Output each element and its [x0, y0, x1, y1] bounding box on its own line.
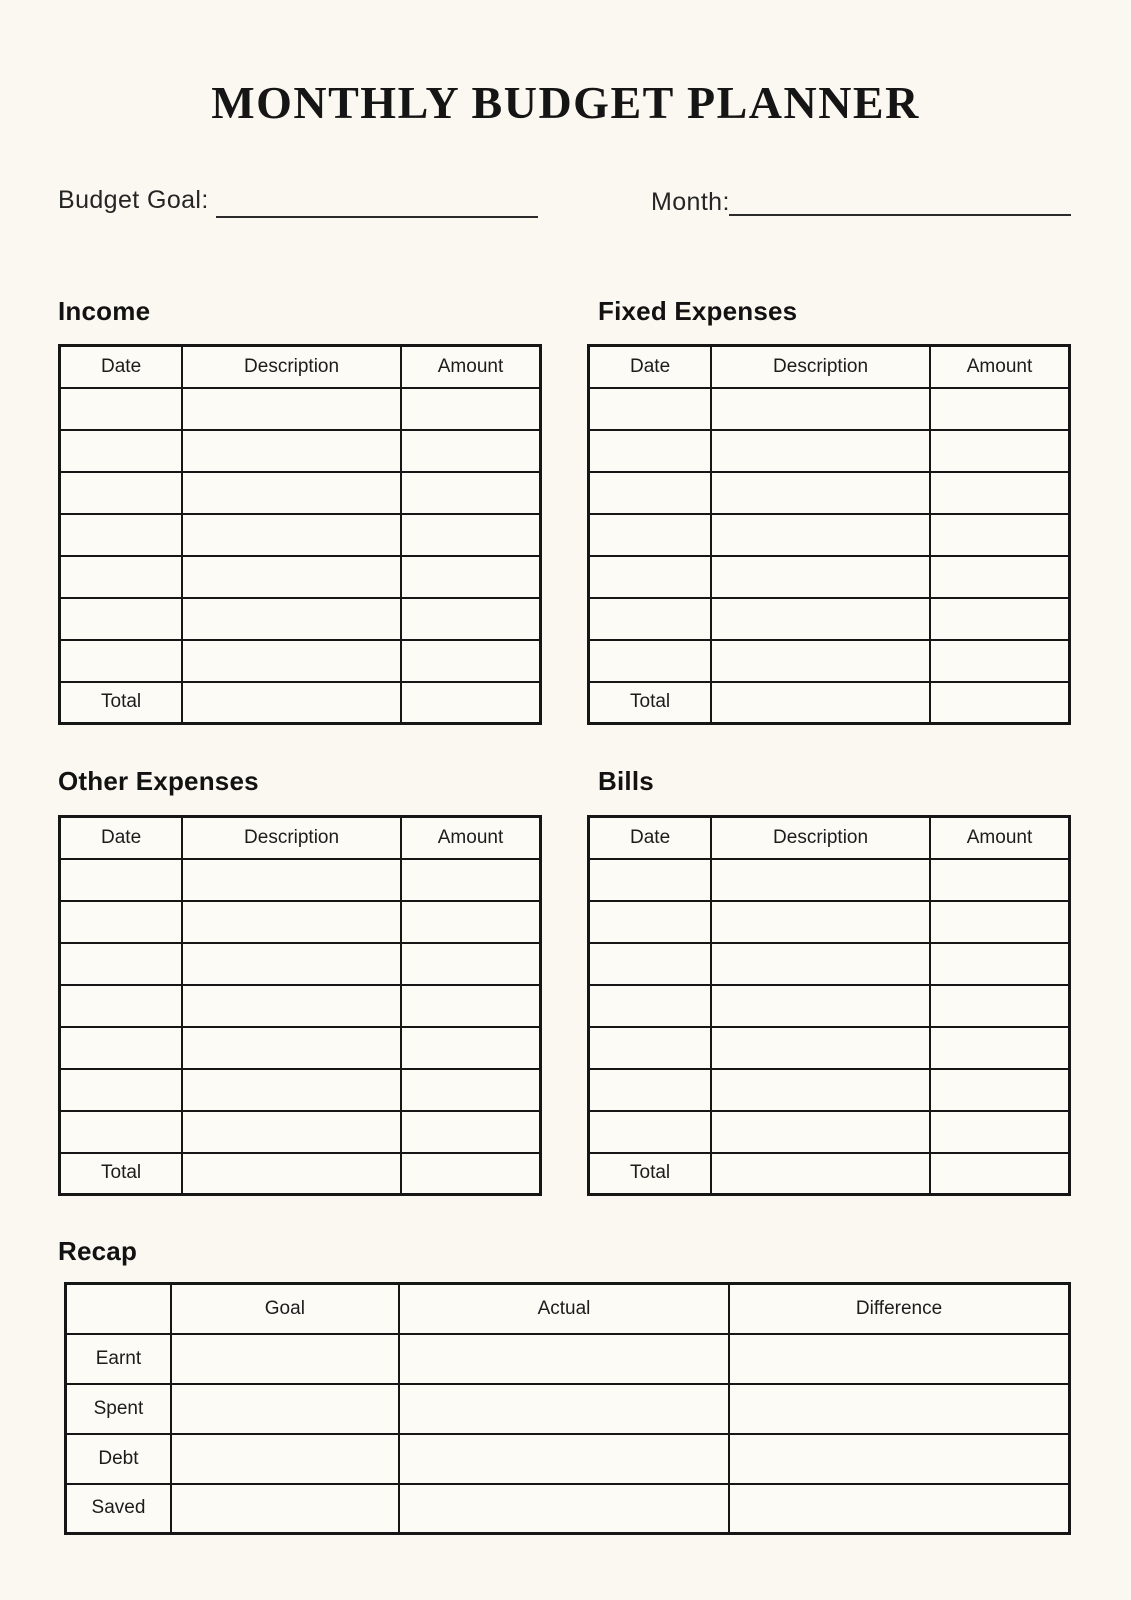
entry-cell[interactable]	[60, 472, 183, 514]
entry-cell[interactable]	[401, 985, 541, 1027]
column-header-description: Description	[711, 346, 930, 388]
entry-cell[interactable]	[401, 901, 541, 943]
entry-cell[interactable]	[589, 598, 712, 640]
entry-row	[60, 556, 541, 598]
entry-cell[interactable]	[930, 1027, 1070, 1069]
entry-cell[interactable]	[182, 514, 401, 556]
entry-row	[589, 388, 1070, 430]
entry-row	[60, 598, 541, 640]
entry-cell[interactable]	[182, 1069, 401, 1111]
entry-cell[interactable]	[930, 985, 1070, 1027]
entry-cell[interactable]	[401, 943, 541, 985]
total-amount-cell[interactable]	[401, 1153, 541, 1195]
entry-row	[589, 640, 1070, 682]
entry-cell[interactable]	[60, 985, 183, 1027]
entry-cell[interactable]	[182, 943, 401, 985]
income-table	[58, 344, 542, 725]
recap-actual-cell[interactable]	[399, 1334, 729, 1384]
entry-row	[589, 985, 1070, 1027]
entry-cell[interactable]	[401, 1111, 541, 1153]
entry-cell[interactable]	[930, 514, 1070, 556]
entry-cell[interactable]	[711, 1111, 930, 1153]
recap-actual-cell[interactable]	[399, 1484, 729, 1534]
entry-cell[interactable]	[401, 1027, 541, 1069]
page-title: MONTHLY BUDGET PLANNER	[211, 77, 920, 128]
recap-actual-cell[interactable]	[399, 1384, 729, 1434]
entry-cell[interactable]	[401, 640, 541, 682]
entry-cell[interactable]	[60, 1111, 183, 1153]
recap-row-earnt	[66, 1334, 1070, 1384]
entry-cell[interactable]	[589, 1111, 712, 1153]
section-title-income: Income	[58, 296, 151, 326]
entry-cell[interactable]	[930, 1069, 1070, 1111]
entry-row	[60, 859, 541, 901]
entry-cell[interactable]	[930, 901, 1070, 943]
entry-cell[interactable]	[930, 472, 1070, 514]
entry-cell[interactable]	[589, 430, 712, 472]
column-header-date: Date	[589, 817, 712, 859]
entry-row	[60, 985, 541, 1027]
entry-cell[interactable]	[182, 1111, 401, 1153]
total-description-cell[interactable]	[711, 682, 930, 724]
entry-cell[interactable]	[182, 472, 401, 514]
entry-cell[interactable]	[60, 640, 183, 682]
month-label: Month:	[651, 188, 730, 216]
entry-cell[interactable]	[60, 1069, 183, 1111]
entry-cell[interactable]	[711, 640, 930, 682]
recap-difference-cell[interactable]	[729, 1384, 1069, 1434]
column-header-amount: Amount	[930, 817, 1070, 859]
fixed-expenses-total-row	[589, 682, 1070, 724]
entry-cell[interactable]	[711, 943, 930, 985]
entry-cell[interactable]	[711, 1027, 930, 1069]
income-header-row	[60, 346, 541, 388]
entry-cell[interactable]	[930, 556, 1070, 598]
total-label: Total	[60, 1153, 183, 1195]
entry-cell[interactable]	[182, 985, 401, 1027]
entry-cell[interactable]	[711, 901, 930, 943]
entry-cell[interactable]	[182, 859, 401, 901]
total-amount-cell[interactable]	[401, 682, 541, 724]
recap-actual-cell[interactable]	[399, 1434, 729, 1484]
entry-cell[interactable]	[182, 598, 401, 640]
recap-goal-cell[interactable]	[171, 1334, 399, 1384]
recap-row-label: Earnt	[66, 1334, 171, 1384]
entry-cell[interactable]	[711, 388, 930, 430]
entry-cell[interactable]	[930, 943, 1070, 985]
entry-cell[interactable]	[401, 514, 541, 556]
entry-cell[interactable]	[60, 598, 183, 640]
entry-cell[interactable]	[589, 1027, 712, 1069]
entry-cell[interactable]	[589, 640, 712, 682]
entry-cell[interactable]	[711, 514, 930, 556]
entry-cell[interactable]	[401, 388, 541, 430]
entry-row	[589, 943, 1070, 985]
entry-row	[60, 514, 541, 556]
column-header-description: Description	[711, 817, 930, 859]
entry-cell[interactable]	[401, 556, 541, 598]
entry-row	[60, 901, 541, 943]
column-header-amount: Amount	[930, 346, 1070, 388]
entry-cell[interactable]	[711, 556, 930, 598]
total-label: Total	[589, 1153, 712, 1195]
entry-cell[interactable]	[589, 943, 712, 985]
entry-cell[interactable]	[401, 430, 541, 472]
recap-goal-cell[interactable]	[171, 1434, 399, 1484]
column-header-date: Date	[60, 817, 183, 859]
entry-cell[interactable]	[930, 430, 1070, 472]
budget-goal-label: Budget Goal:	[58, 186, 209, 214]
entry-cell[interactable]	[182, 1027, 401, 1069]
entry-row	[60, 472, 541, 514]
entry-cell[interactable]	[589, 514, 712, 556]
entry-cell[interactable]	[401, 598, 541, 640]
fixed-expenses-table	[587, 344, 1071, 725]
recap-header-row	[66, 1284, 1070, 1334]
entry-row	[60, 943, 541, 985]
entry-cell[interactable]	[930, 388, 1070, 430]
recap-row-label: Debt	[66, 1434, 171, 1484]
total-description-cell[interactable]	[182, 1153, 401, 1195]
column-header-date: Date	[60, 346, 183, 388]
entry-cell[interactable]	[589, 901, 712, 943]
budget-goal-input-line[interactable]	[216, 188, 538, 218]
total-label: Total	[589, 682, 712, 724]
entry-row	[60, 640, 541, 682]
entry-cell[interactable]	[182, 388, 401, 430]
recap-difference-cell[interactable]	[729, 1334, 1069, 1384]
recap-row-label: Spent	[66, 1384, 171, 1434]
total-description-cell[interactable]	[711, 1153, 930, 1195]
other-expenses-total-row	[60, 1153, 541, 1195]
entry-row	[60, 1027, 541, 1069]
entry-row	[589, 472, 1070, 514]
entry-cell[interactable]	[711, 598, 930, 640]
column-header-description: Description	[182, 346, 401, 388]
recap-difference-cell[interactable]	[729, 1484, 1069, 1534]
recap-difference-cell[interactable]	[729, 1434, 1069, 1484]
entry-cell[interactable]	[711, 472, 930, 514]
recap-row-saved	[66, 1484, 1070, 1534]
entry-row	[589, 556, 1070, 598]
entry-cell[interactable]	[930, 1111, 1070, 1153]
entry-cell[interactable]	[589, 472, 712, 514]
entry-cell[interactable]	[60, 1027, 183, 1069]
entry-cell[interactable]	[930, 859, 1070, 901]
recap-row-spent	[66, 1384, 1070, 1434]
entry-row	[589, 514, 1070, 556]
entry-cell[interactable]	[589, 859, 712, 901]
entry-cell[interactable]	[711, 1069, 930, 1111]
column-header-actual: Actual	[399, 1284, 729, 1334]
entry-cell[interactable]	[60, 556, 183, 598]
recap-goal-cell[interactable]	[171, 1384, 399, 1434]
column-header-goal: Goal	[171, 1284, 399, 1334]
entry-cell[interactable]	[589, 388, 712, 430]
entry-cell[interactable]	[711, 430, 930, 472]
entry-cell[interactable]	[60, 943, 183, 985]
entry-cell[interactable]	[182, 901, 401, 943]
column-header-date: Date	[589, 346, 712, 388]
bills-total-row	[589, 1153, 1070, 1195]
total-label: Total	[60, 682, 183, 724]
month-input-line[interactable]	[729, 186, 1071, 216]
entry-cell[interactable]	[60, 901, 183, 943]
entry-row	[589, 901, 1070, 943]
section-title-other-expenses: Other Expenses	[58, 766, 259, 796]
entry-cell[interactable]	[401, 859, 541, 901]
total-amount-cell[interactable]	[930, 1153, 1070, 1195]
entry-cell[interactable]	[589, 985, 712, 1027]
entry-row	[589, 598, 1070, 640]
recap-row-label: Saved	[66, 1484, 171, 1534]
column-header-difference: Difference	[729, 1284, 1069, 1334]
entry-row	[589, 1027, 1070, 1069]
section-title-fixed-expenses: Fixed Expenses	[598, 296, 798, 326]
column-header-amount: Amount	[401, 346, 541, 388]
entry-row	[589, 430, 1070, 472]
other-expenses-header-row	[60, 817, 541, 859]
entry-cell[interactable]	[711, 859, 930, 901]
entry-row	[60, 430, 541, 472]
bills-header-row	[589, 817, 1070, 859]
entry-cell[interactable]	[589, 556, 712, 598]
entry-cell[interactable]	[60, 388, 183, 430]
column-header-description: Description	[182, 817, 401, 859]
entry-cell[interactable]	[60, 859, 183, 901]
entry-row	[60, 1069, 541, 1111]
entry-row	[589, 859, 1070, 901]
recap-table	[64, 1282, 1071, 1535]
section-title-bills: Bills	[598, 766, 654, 796]
entry-cell[interactable]	[182, 430, 401, 472]
total-amount-cell[interactable]	[930, 682, 1070, 724]
entry-cell[interactable]	[711, 985, 930, 1027]
entry-row	[60, 1111, 541, 1153]
entry-row	[60, 388, 541, 430]
total-description-cell[interactable]	[182, 682, 401, 724]
entry-cell[interactable]	[182, 556, 401, 598]
entry-cell[interactable]	[589, 1069, 712, 1111]
recap-goal-cell[interactable]	[171, 1484, 399, 1534]
recap-row-debt	[66, 1434, 1070, 1484]
bills-table	[587, 815, 1071, 1196]
income-total-row	[60, 682, 541, 724]
column-header-amount: Amount	[401, 817, 541, 859]
recap-corner-cell	[66, 1284, 171, 1334]
fixed-expenses-header-row	[589, 346, 1070, 388]
entry-cell[interactable]	[401, 472, 541, 514]
entry-row	[589, 1069, 1070, 1111]
entry-cell[interactable]	[930, 640, 1070, 682]
entry-cell[interactable]	[182, 640, 401, 682]
entry-cell[interactable]	[930, 598, 1070, 640]
entry-cell[interactable]	[60, 430, 183, 472]
entry-cell[interactable]	[401, 1069, 541, 1111]
entry-cell[interactable]	[60, 514, 183, 556]
section-title-recap: Recap	[58, 1236, 138, 1266]
entry-row	[589, 1111, 1070, 1153]
other-expenses-table	[58, 815, 542, 1196]
